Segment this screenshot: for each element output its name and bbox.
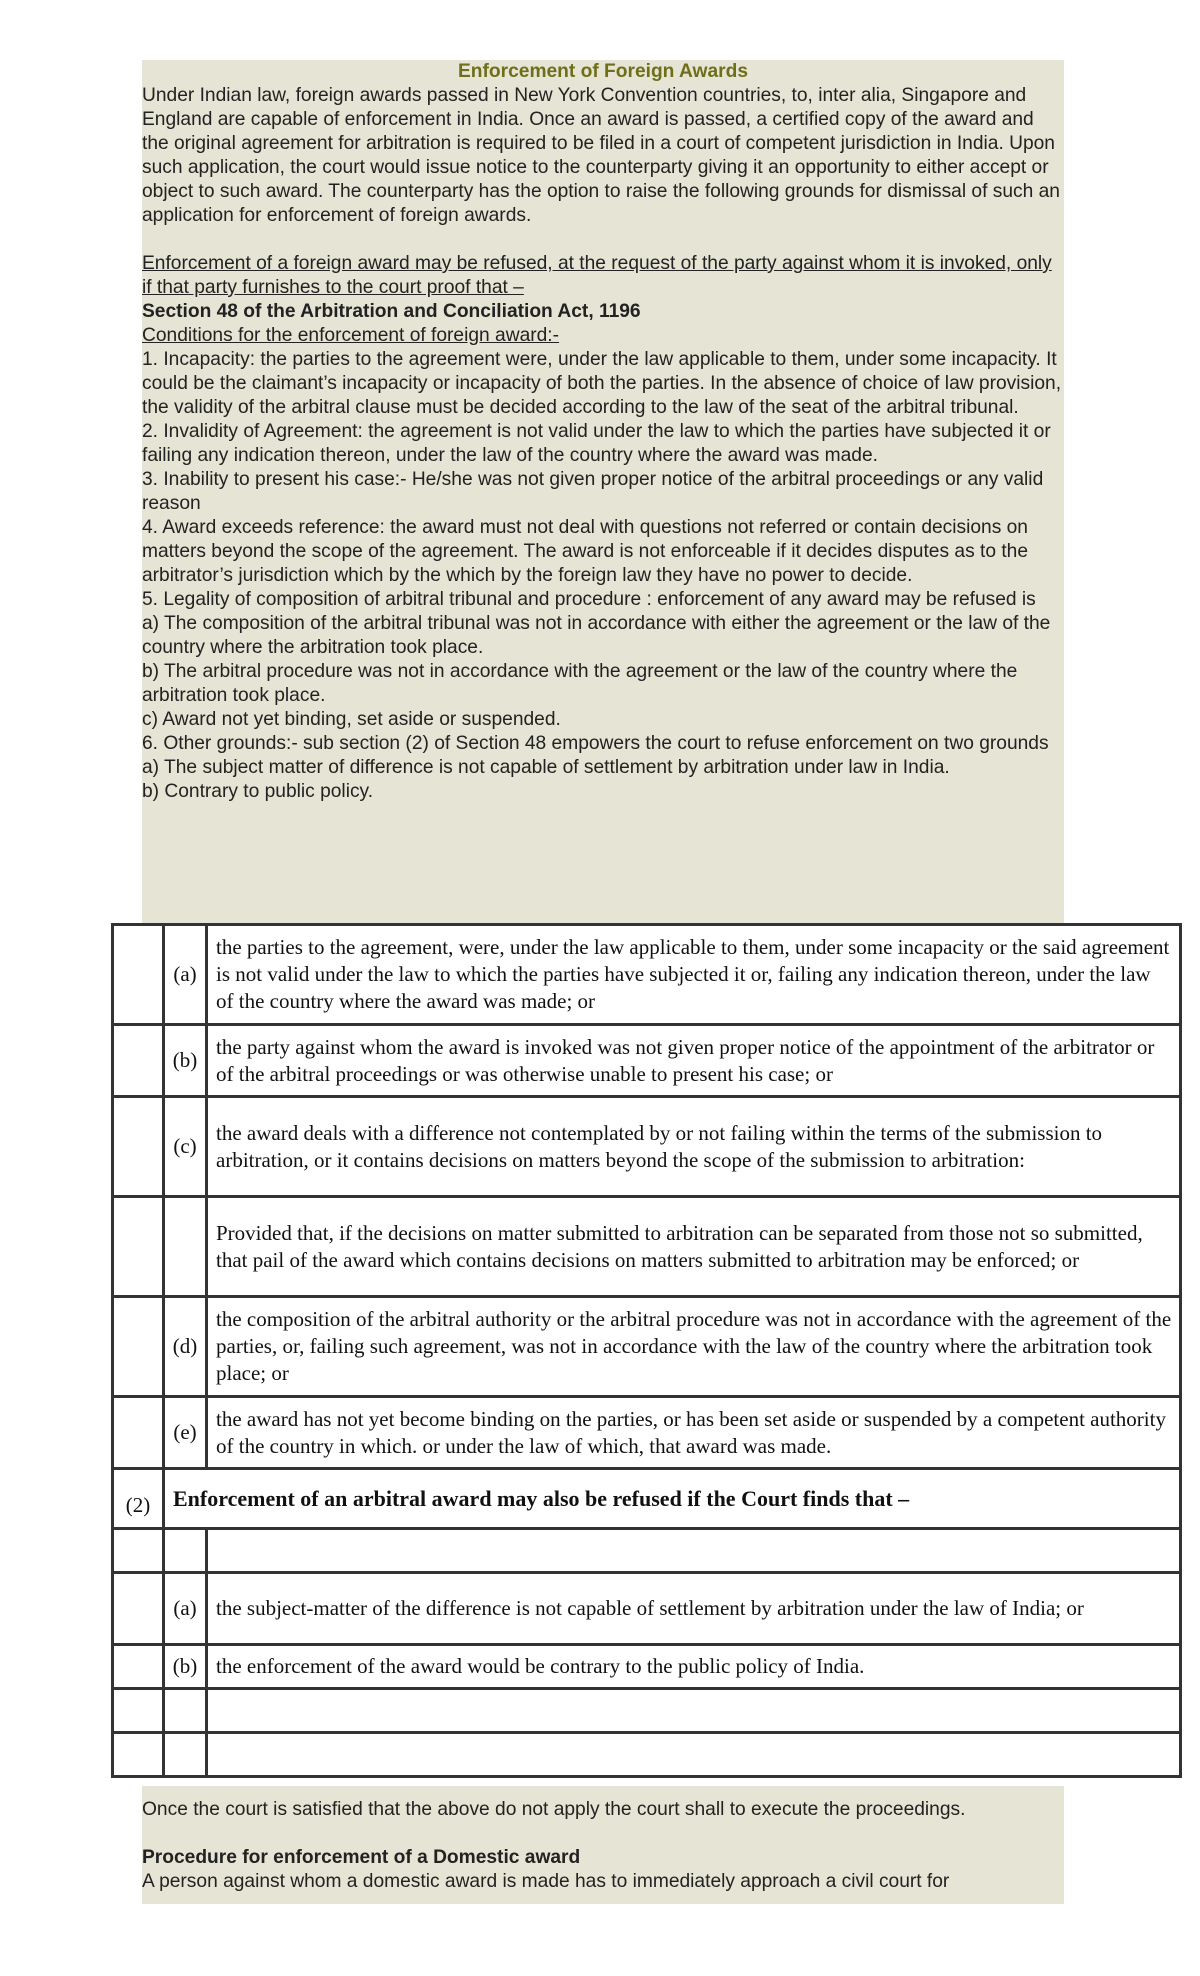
condition-item: 3. Inability to present his case:- He/she was not given proper notice of the arbitral proceedings or any valid reason: [142, 469, 1044, 514]
condition-item: 5. Legality of composition of arbitral tribunal and procedure : enforcement of any award may be refused is: [142, 589, 1036, 610]
conditions-heading: Conditions for the enforcement of foreign award:-: [142, 325, 560, 346]
spacer: [142, 1786, 1064, 1798]
table-cell: [207, 1689, 1181, 1733]
condition-item: 2. Invalidity of Agreement: the agreement is not valid under the law to which the parties have subjected it or failing any indication thereon, under the law of the country where the award was made.: [142, 421, 1051, 466]
table-row: [113, 1733, 1181, 1777]
conclusion-paragraph: Once the court is satisfied that the above do not apply the court shall to execute the proceedings.: [142, 1799, 966, 1820]
clause-label: (d): [164, 1297, 207, 1397]
table-cell: [164, 1529, 207, 1573]
table-row: [113, 1573, 1181, 1645]
condition-item: 6. Other grounds:- sub section (2) of Section 48 empowers the court to refuse enforcement on two grounds: [142, 733, 1049, 754]
section-title: Enforcement of Foreign Awards: [458, 61, 748, 82]
table-row: [113, 1097, 1181, 1197]
condition-item: c) Award not yet binding, set aside or suspended.: [142, 709, 561, 730]
table-cell: [164, 1733, 207, 1777]
table-row: [113, 1689, 1181, 1733]
table-row: [113, 1645, 1181, 1689]
clause-label: (a): [164, 1573, 207, 1645]
condition-item: b) The arbitral procedure was not in accordance with the agreement or the law of the country where the arbitration took place.: [142, 661, 1018, 706]
clause-label: (b): [164, 1645, 207, 1689]
clause-text: the parties to the agreement, were, under the law applicable to them, under some incapacity or the said agreement is not valid under the law to which the parties have subjected it or, failing any indication thereon, under the law of the country where the award was made; or: [207, 925, 1181, 1025]
table-cell: [113, 1197, 164, 1297]
clause-text: the enforcement of the award would be contrary to the public policy of India.: [207, 1645, 1181, 1689]
table-cell: [113, 1297, 164, 1397]
table-cell: [113, 925, 164, 1025]
table-row: [113, 1297, 1181, 1397]
domestic-award-heading: Procedure for enforcement of a Domestic award: [142, 1847, 581, 1868]
table-cell: [113, 1645, 164, 1689]
subsection-heading: Enforcement of an arbitral award may also be refused if the Court finds that –: [164, 1469, 1181, 1529]
table-cell: [113, 1397, 164, 1469]
table-cell: [113, 1097, 164, 1197]
clause-text: the award has not yet become binding on the parties, or has been set aside or suspended by a competent authority of the country in which. or under the law of which, that award was made.: [207, 1397, 1181, 1469]
clause-text: Provided that, if the decisions on matter submitted to arbitration can be separated from those not so submitted, that pail of the award which contains decisions on matters submitted to arbitration may be enforced; or: [207, 1197, 1181, 1297]
condition-item: a) The composition of the arbitral tribunal was not in accordance with either the agreement or the law of the country where the arbitration took place.: [142, 613, 1051, 658]
foreign-awards-section: [142, 60, 1064, 924]
clause-text: the party against whom the award is invoked was not given proper notice of the appointment of the arbitrator or of the arbitral proceedings or was otherwise unable to present his case; or: [207, 1025, 1181, 1097]
clause-text: the subject-matter of the difference is not capable of settlement by arbitration under the law of India; or: [207, 1573, 1181, 1645]
table-row: [113, 1397, 1181, 1469]
condition-item: 1. Incapacity: the parties to the agreement were, under the law applicable to them, under some incapacity. It could be the claimant’s incapacity or incapacity of both the parties. In the absence of choice of law provision, the validity of the arbitral clause must be decided according to the law of the seat of the arbitral tribunal.: [142, 349, 1062, 418]
section-48-heading: Section 48 of the Arbitration and Conciliation Act, 1196: [142, 301, 641, 322]
clause-label: (e): [164, 1397, 207, 1469]
domestic-award-text: A person against whom a domestic award is made has to immediately approach a civil court for: [142, 1871, 950, 1892]
clause-label: [164, 1197, 207, 1297]
condition-item: b) Contrary to public policy.: [142, 781, 374, 802]
table-cell: [113, 1689, 164, 1733]
table-cell: [207, 1529, 1181, 1573]
refusal-statement: Enforcement of a foreign award may be refused, at the request of the party against whom it is invoked, only if that party furnishes to the court proof that –: [142, 253, 1052, 298]
table-row: [113, 925, 1181, 1025]
clause-text: the award deals with a difference not contemplated by or not failing within the terms of the submission to arbitration, or it contains decisions on matters beyond the scope of the submission to arbitration:: [207, 1097, 1181, 1197]
clause-label: (c): [164, 1097, 207, 1197]
subsection-number: (2): [113, 1469, 164, 1529]
table-row: [113, 1025, 1181, 1097]
statute-table: [111, 923, 1182, 1778]
spacer: [142, 228, 1064, 252]
table-row: [113, 1469, 1181, 1529]
table-cell: [113, 1529, 164, 1573]
table-cell: [207, 1733, 1181, 1777]
table-row: [113, 1529, 1181, 1573]
table-row: [113, 1197, 1181, 1297]
clause-label: (b): [164, 1025, 207, 1097]
table-cell: [164, 1689, 207, 1733]
clause-label: (a): [164, 925, 207, 1025]
spacer: [142, 1822, 1064, 1846]
condition-item: a) The subject matter of difference is not capable of settlement by arbitration under law in India.: [142, 757, 950, 778]
table-cell: [113, 1025, 164, 1097]
table-cell: [113, 1573, 164, 1645]
clause-text: the composition of the arbitral authority or the arbitral procedure was not in accordance with the agreement of the parties, or, failing such agreement, was not in accordance with the law of the country where the arbitration took place; or: [207, 1297, 1181, 1397]
table-cell: [113, 1733, 164, 1777]
domestic-award-section: [142, 1786, 1064, 1904]
condition-item: 4. Award exceeds reference: the award must not deal with questions not referred or contain decisions on matters beyond the scope of the agreement. The award is not enforceable if it decides disputes as to the arbitrator’s jurisdiction which by the which by the foreign law they have no power to decide.: [142, 517, 1028, 586]
intro-paragraph: Under Indian law, foreign awards passed in New York Convention countries, to, inter alia, Singapore and England are capable of enforcement in India. Once an award is passed, a certified copy of the award and the original agreement for arbitration is required to be filed in a court of competent jurisdiction in India. Upon such application, the court would issue notice to the counterparty giving it an opportunity to either accept or object to such award. The counterparty has the option to raise the following grounds for dismissal of such an application for enforcement of foreign awards.: [142, 85, 1060, 226]
